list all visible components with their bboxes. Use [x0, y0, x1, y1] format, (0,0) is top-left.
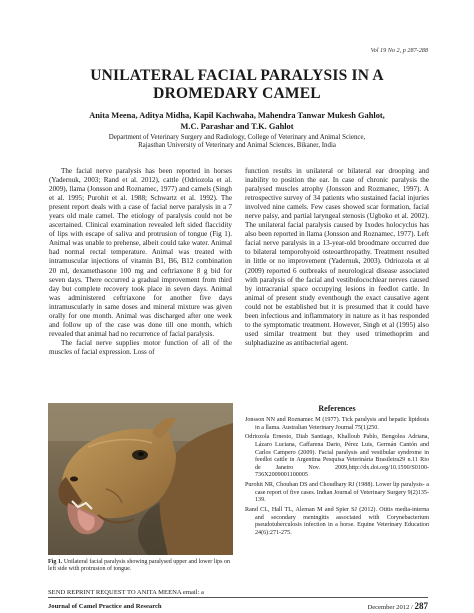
affiliation-line: Rajasthan University of Veterinary and Animal Sciences, Bikaner, India: [138, 142, 336, 150]
left-column: [49, 167, 232, 357]
reference-item: Purohit NR, Chouhan DS and Choudhary RJ (1988). Lower lip paralysis- a case report of five cases. Indian Journal of Veterinary Surgery 9(2)135-139.: [245, 482, 429, 504]
figure-caption-text: Unilateral facial paralysis showing paralysed upper and lower lips on left side with protrusion of tongue.: [48, 559, 230, 573]
footer-divider: [48, 597, 428, 598]
volume-info: Vol 19 No 2, p 287-288: [370, 47, 428, 54]
body-paragraph: function results in unilateral or bilateral ear drooping and inability to position the ear. In case of chronic paralysis the paralysed muscles atrophy (Jonsson and Rozmanec, 1997). A retrospective survey of 34 patients who sustained facial injuries involved nine camels. Few cases showed scar formation, facial nerve palsy, and partial laryngeal stenosis (Ugboko et al. 2002). The unilateral facial paralysis caused by Ixodes holocyclus has also been reported in llama (Jonsson and Roznamec, 1977). Left facial nerve paralysis in a 13-year-old broodmare occurred due to bilateral temporohyoid osteoarthropathy. Treatment resulted in little or no improvement (Yadernuk, 2003). Odriozola et al (2009) reported 6 outbreaks of neurological disease associated with paralysis of the facial and vestibulocochlear nerves caused by intracranial space occupying lesions in feedlot cattle. In animal of present study eventhough the exact causative agent could not be established but it is presumed that it could have been infectious and inflammatory in nature as it has responded to the symptomatic treatment. However, Singh et al (1995) also used similar treatment but they used trimethoprim and sulphadiazine as antibacterial agent.: [245, 167, 429, 347]
page-footer-right: [367, 601, 428, 611]
issue-date: December 2012 /: [367, 604, 413, 611]
reference-item: Jonsson NN and Roznamec M (1977). Tick paralysis and hepatic lipidosis in a llama. Australian Veterinary Journal 75(1)250.: [245, 417, 429, 431]
references-heading: References: [318, 404, 356, 413]
article-title: [0, 67, 474, 103]
reference-item: Rand CL, Hall TL, Aleman M and Spier SJ (2012). Otitis media-interna and secondary meningitis associated with Corynebacterium pseudotuberculosis infection in a horse. Equine Veterinary Education 24(6):271-275.: [245, 507, 429, 536]
affiliation-line: Department of Veterinary Surgery and Radiology, College of Veterinary and Animal Science,: [108, 134, 366, 141]
affiliation: [0, 134, 474, 151]
body-paragraph: The facial nerve supplies motor function of all of the muscles of facial expression. Loss of: [49, 338, 232, 356]
journal-name: Journal of Camel Practice and Research: [48, 603, 162, 610]
reference-item: Odriozola Ernesto, Diab Santiago, Khalloub Pablo, Bengolea Adriana, Lázaro Luciana, Caffarena Dario, Pérez Luis, Germán Cantón and Carlos Campero (2009). Facial paralysis and vestibular syndrome in feedlot cattle in Argentina Pesquisa Veterinária Brasileira29 n.11 Rio de Janeiro Nov. 2009,http://dx.doi.org/10.1590/S0100-736X2009001100005: [245, 434, 429, 479]
authors-line: M.C. Parashar and T.K. Gahlot: [180, 121, 294, 131]
authors-line: Anita Meena, Aditya Midha, Kapil Kachwaha, Mahendra Tanwar Mukesh Gahlot,: [89, 111, 385, 120]
figure-label: Fig 1.: [48, 559, 63, 565]
reprint-request: SEND REPRINT REQUEST TO ANITA MEENA email: a: [48, 589, 204, 596]
references-list: [245, 417, 429, 540]
figure-caption: [48, 559, 234, 574]
camel-photo-illustration: [48, 403, 233, 555]
page-number: 287: [414, 601, 428, 611]
title-line: UNILATERAL FACIAL PARALYSIS IN A: [90, 67, 384, 84]
right-column: [245, 167, 429, 348]
author-list: [0, 111, 474, 132]
body-paragraph: The facial nerve paralysis has been reported in horses (Yadernuk, 2003; Rand et al. 2012), cattle (Odriozola et al. 2009), llama (Jonsson and Roznamec, 1977) and camels (Singh et al. 1995; Purohit et al. 1988; Schwartz et al. 1992). The present report deals with a case of facial nerve paralysis in a 7 years old male camel. The etiology of paralysis could not be ascertained. Clinical examination revealed left sided flaccidity of lips with escape of saliva and protrusion of tongue (Fig 1). Animal was unable to prehense, albeit could take water. Animal had normal rectal temperature. Animal was treated with intramuscular injections of vitamin B1, B6, B12 combination 20 ml, dexamethasone 100 mg and ceftriaxone 8 g bid for seven days. There occurred a gradual improvement from third day but complete recovery took place in seven days. Animal was administered ceftriaxone for another five days intramuscularly in same doses and mineral mixture was given orally for one month. Animal was discharged after one week and follow up of the case was done till one month, which revealed that animal had no recurrence of facial paralysis.: [49, 167, 232, 338]
camel-photo: [48, 403, 233, 555]
title-line: DROMEDARY CAMEL: [153, 85, 321, 102]
